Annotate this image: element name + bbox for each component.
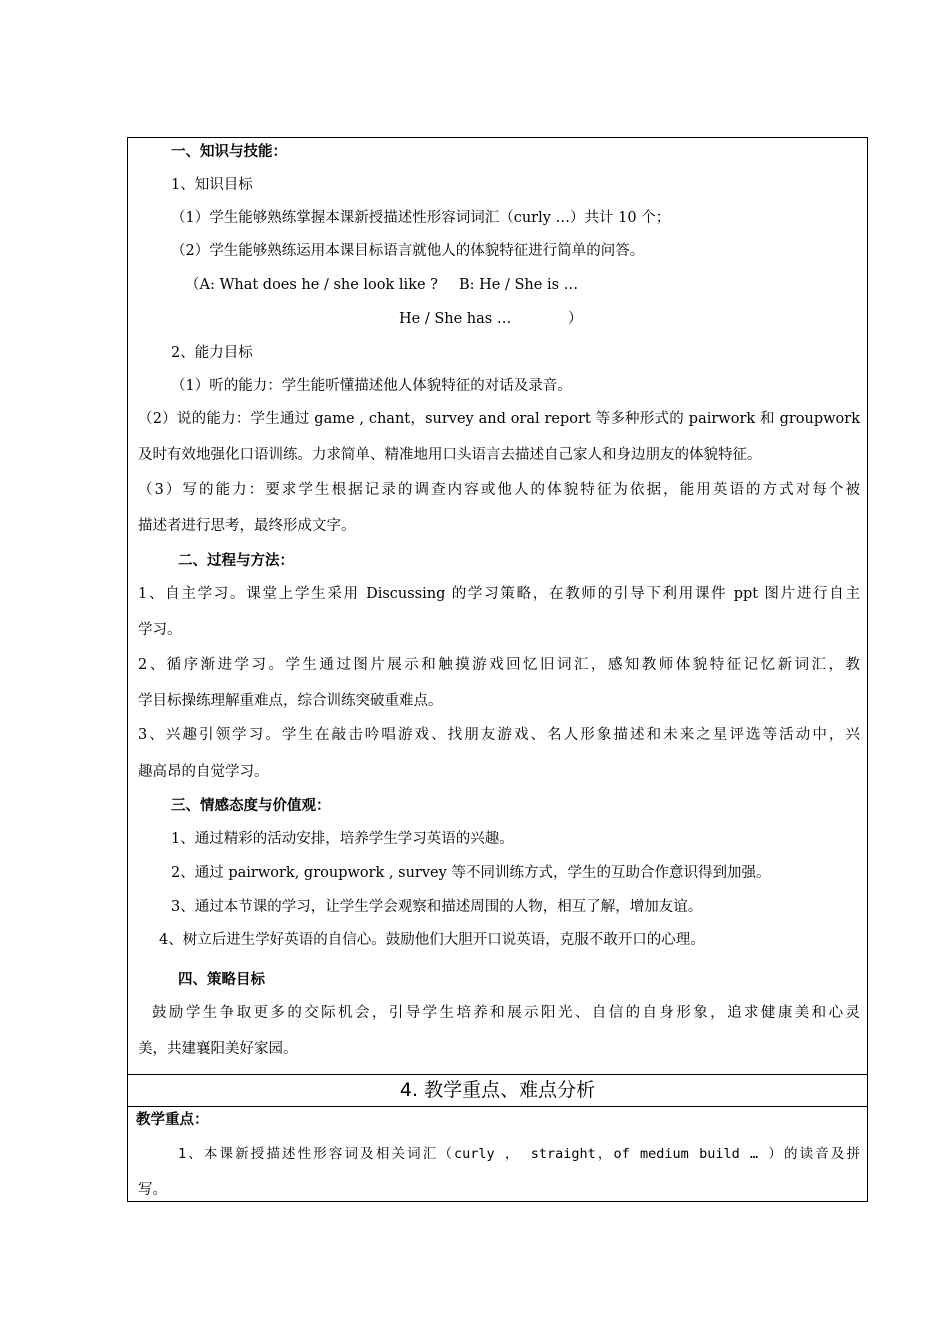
dialog-answer-1: B: He / She is … [459, 277, 579, 293]
ability-writing-line1: （3）写的能力：要求学生根据记录的调查内容或他人的体貌特征为依据，能用英语的方式对每个被 [138, 482, 860, 498]
ability-writing-line2: 描述者进行思考，最终形成文字。 [138, 518, 356, 534]
knowledge-goal-2: （2）学生能够熟练运用本课目标语言就他人的体貌特征进行简单的问答。 [171, 243, 645, 259]
process-1-line2: 学习。 [138, 622, 182, 638]
strategy-line1: 鼓励学生争取更多的交际机会，引导学生培养和展示阳光、自信的自身形象，追求健康美和心灵 [152, 1005, 860, 1021]
emotion-2: 2、通过 pairwork, groupwork , survey 等不同训练方式，学生的互助合作意识得到加强。 [171, 865, 771, 881]
knowledge-goal-1: （1）学生能够熟练掌握本课新授描述性形容词词汇（curly …）共计 10 个； [171, 210, 671, 226]
heading-strategy: 四、策略目标 [178, 971, 265, 988]
emotion-3: 3、通过本节课的学习，让学生学会观察和描述周围的人物，相互了解，增加友谊。 [171, 899, 703, 915]
focus-title-cell [128, 1075, 867, 1107]
emotion-1: 1、通过精彩的活动安排，培养学生学习英语的兴趣。 [171, 831, 514, 847]
ability-speaking-line2: 及时有效地强化口语训练。力求简单、精准地用口头语言去描述自己家人和身边朋友的体貌特征。 [138, 447, 762, 463]
section-title: 4. 教学重点、难点分析 [399, 1079, 596, 1101]
process-3-line1: 3、兴趣引领学习。学生在敲击吟唱游戏、找朋友游戏、名人形象描述和未来之星评选等活动中，兴 [138, 727, 860, 743]
focus-label: 教学重点： [136, 1111, 209, 1128]
lesson-plan-table [127, 137, 868, 1202]
process-3-line2: 趣高昂的自觉学习。 [138, 764, 269, 780]
ability-speaking-line1: （2）说的能力：学生通过 game , chant，survey and oral report 等多种形式的 pairwork 和 groupwork [138, 411, 860, 427]
focus-item-1-line1: 1、本课新授描述性形容词及相关词汇（curly ， straight，of medium build … ）的读音及拼 [178, 1146, 860, 1162]
focus-content-cell [128, 1107, 867, 1201]
strategy-line2: 美，共建襄阳美好家园。 [138, 1041, 298, 1057]
process-1-line1: 1、自主学习。课堂上学生采用 Discussing 的学习策略，在教师的引导下利用课件 ppt 图片进行自主 [138, 586, 860, 602]
focus-item-1-line2: 写。 [138, 1182, 167, 1198]
dialog-question: （A: What does he / she look like ? [185, 277, 438, 293]
ability-goal-title: 2、能力目标 [171, 345, 253, 361]
heading-knowledge-skills: 一、知识与技能： [171, 143, 287, 160]
process-2-line1: 2、循序渐进学习。学生通过图片展示和触摸游戏回忆旧词汇，感知教师体貌特征记忆新词汇，教 [138, 657, 860, 673]
dialog-close-paren: ） [568, 311, 583, 327]
objectives-cell [128, 138, 867, 1075]
emotion-4: 4、树立后进生学好英语的自信心。鼓励他们大胆开口说英语，克服不敢开口的心理。 [159, 932, 705, 948]
knowledge-goal-title: 1、知识目标 [171, 177, 253, 193]
ability-listening: （1）听的能力：学生能听懂描述他人体貌特征的对话及录音。 [171, 378, 572, 394]
process-2-line2: 学目标操练理解重难点，综合训练突破重难点。 [138, 693, 443, 709]
heading-process-methods: 二、过程与方法： [178, 552, 294, 569]
dialog-answer-2: He / She has … [399, 311, 512, 327]
heading-emotion-values: 三、情感态度与价值观： [171, 797, 331, 814]
